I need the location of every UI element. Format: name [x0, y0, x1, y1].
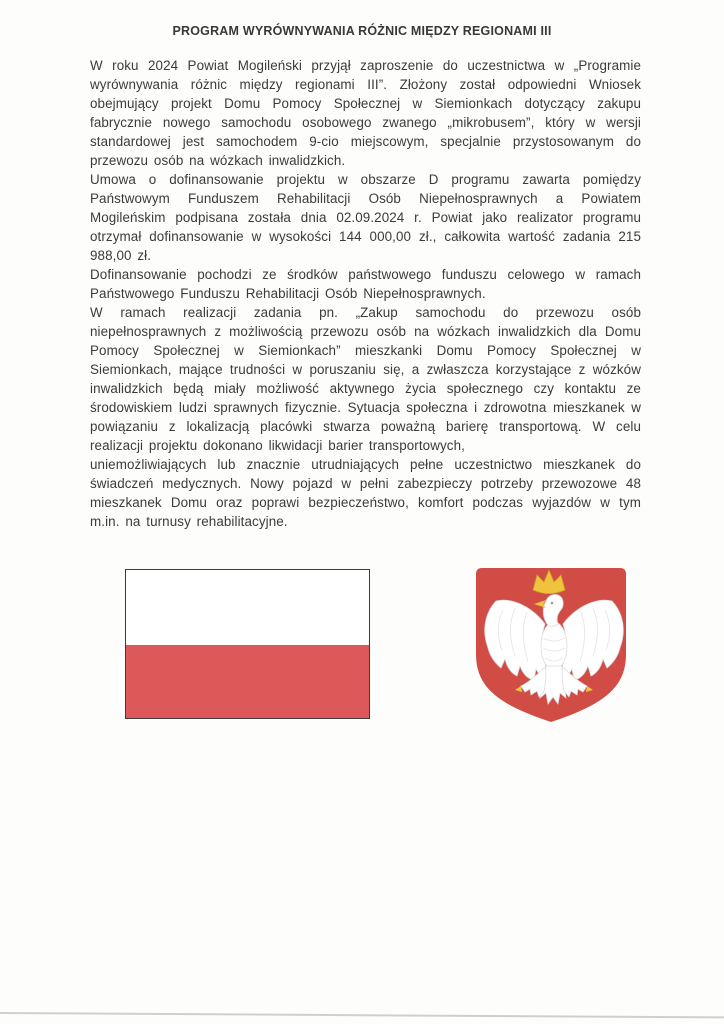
- polish-flag-image: [125, 569, 370, 719]
- flag-white-stripe: [126, 570, 369, 645]
- paragraph-1: W roku 2024 Powiat Mogileński przyjął zaproszenie do uczestnictwa w „Programie wyrównywania różnic między regionami III”. Złożony został odpowiedni Wniosek obejmujący projekt Domu Pomocy Społecznej w Siemionkach dotyczący zakupu fabrycznie nowego samochodu osobowego zwanego „mikrobusem”, który w wersji standardowej jest samochodem 9-cio miejscowym, specjalnie przystosowanym do przewozu osób na wózkach inwalidzkich.: [90, 58, 641, 168]
- scan-artifact-line: [0, 1012, 724, 1018]
- paragraph-3: Dofinansowanie pochodzi ze środków państwowego funduszu celowego w ramach Państwowego Funduszu Rehabilitacji Osób Niepełnosprawnych.: [90, 267, 641, 301]
- paragraph-5: uniemożliwiających lub znacznie utrudniających pełne uczestnictwo mieszkanek do świadczeń medycznych. Nowy pojazd w pełni zabezpieczy potrzeby przewozowe 48 mieszkanek Domu oraz poprawi bezpieczeństwo, komfort podczas wyjazdów w tym m.in. na turnusy rehabilitacyjne.: [90, 457, 641, 529]
- flag-red-stripe: [126, 645, 369, 718]
- paragraph-4: W ramach realizacji zadania pn. „Zakup samochodu do przewozu osób niepełnosprawnych z możliwością przewozu osób na wózkach inwalidzkich dla Domu Pomocy Społecznej w Siemionkach” mieszkanki Domu Pomocy Społecznej w Siemionkach, mające trudności w poruszaniu się, a zwłaszcza korzystające z wózków inwalidzkich będą miały możliwość aktywnego życia społecznego czy kontaktu ze środowiskiem ludzi sprawnych fizycznie. Sytuacja społeczna i zdrowotna mieszkanek w powiązaniu z lokalizacją placówki stwarza poważną barierę transportową. W celu realizacji projektu dokonano likwidacji barier transportowych,: [90, 305, 641, 453]
- paragraph-2: Umowa o dofinansowanie projektu w obszarze D programu zawarta pomiędzy Państwowym Funduszem Rehabilitacji Osób Niepełnosprawnych a Powiatem Mogileńskim podpisana została dnia 02.09.2024 r. Powiat jako realizator programu otrzymał dofinansowanie w wysokości 144 000,00 zł., całkowita wartość zadania 215 988,00 zł.: [90, 172, 641, 263]
- polish-coat-of-arms-image: [469, 562, 633, 730]
- document-body: [90, 56, 641, 531]
- document-title: PROGRAM WYRÓWNYWANIA RÓŻNIC MIĘDZY REGIONAMI III: [172, 24, 552, 38]
